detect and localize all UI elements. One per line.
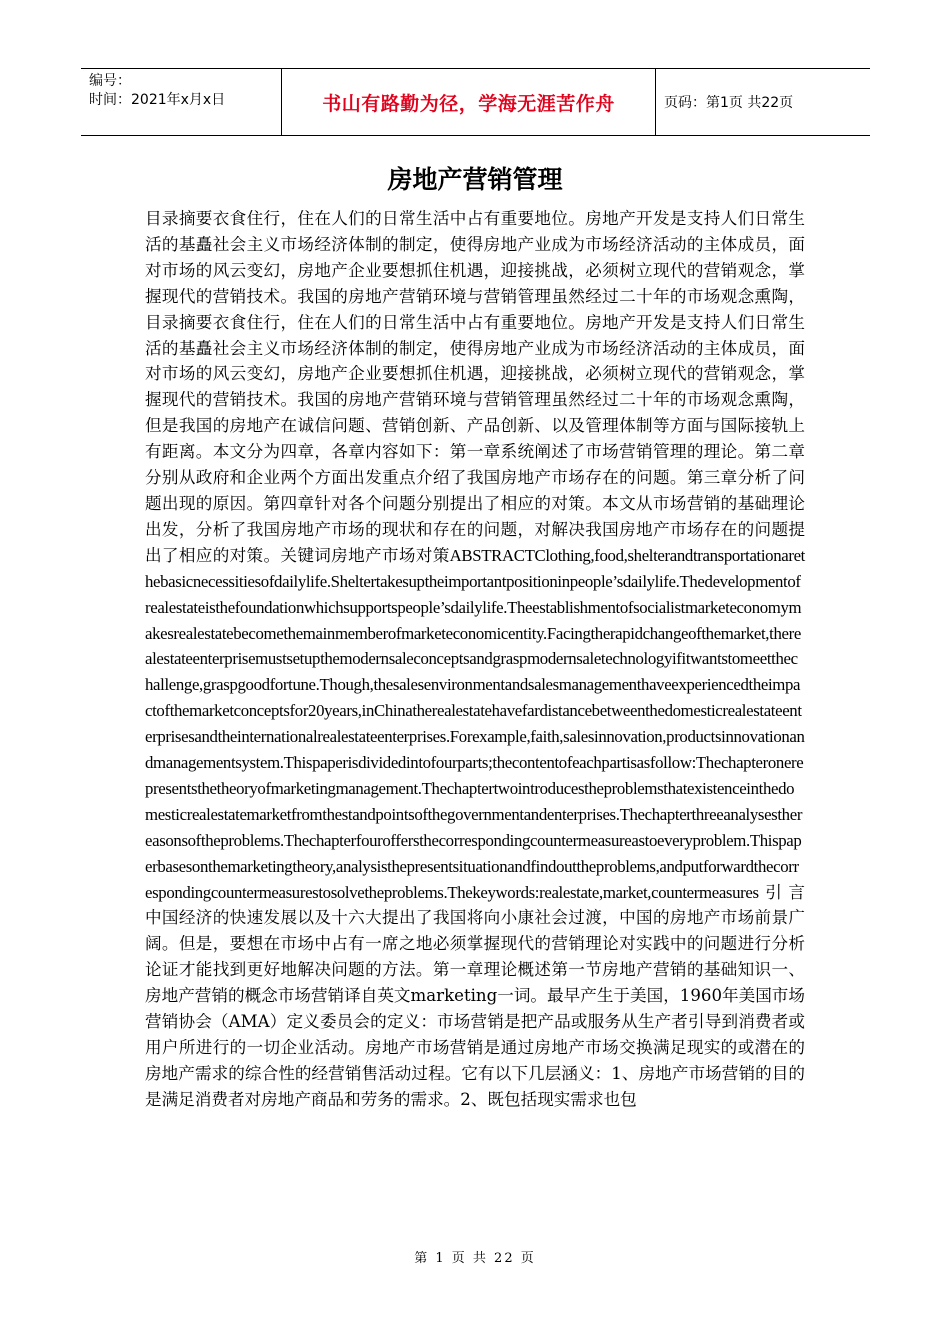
body-paragraph-chinese-abstract: 目录摘要衣食住行，住在人们的日常生活中占有重要地位。房地产开发是支持人们日常生活的基矗社会主义市场经济体制的制定，使得房地产业成为市场经济活动的主体成员，面对市场的风云变幻，房地产企业要想抓住机遇，迎接挑战，必须树立现代的营销观念，掌握现代的营销技术。我国的房地产营销环境与营销管理虽然经过二十年的市场观念熏陶，目录摘要衣食住行，住在人们的日常生活中占有重要地位。房地产开发是支持人们日常生活的基矗社会主义市场经济体制的制定，使得房地产业成为市场经济活动的主体成员，面对市场的风云变幻，房地产企业要想抓住机遇，迎接挑战，必须树立现代的营销观念，掌握现代的营销技术。我国的房地产营销环境与营销管理虽然经过二十年的市场观念熏陶，但是我国的房地产在诚信问题、营销创新、产品创新、以及管理体制等方面与国际接轨上有距离。本文分为四章，各章内容如下：第一章系统阐述了市场营销管理的理论。第二章分别从政府和企业两个方面出发重点介绍了我国房地产市场存在的问题。第三章分析了问题出现的原因。第四章针对各个问题分别提出了相应的对策。本文从市场营销的基础理论出发，分析了我国房地产市场的现状和存在的问题，对解决我国房地产市场存在的问题提出了相应的对策。关键词房地产市场对策 xyxy=(145,209,805,565)
document-body xyxy=(145,206,805,1113)
document-number-label: 编号： xyxy=(89,73,131,89)
page-footer: 第 1 页 共 22 页 xyxy=(414,1251,536,1266)
document-date: 时间：2021年x月x日 xyxy=(89,92,226,108)
header-table xyxy=(81,68,870,136)
body-paragraph-english-abstract: ABSTRACTClothing,food,shelterandtransportationarethebasicnecessitiesofdailylife.Sheltertakesuptheimportantpositioninpeople’sdailylife.Thedevelopmentofrealestateisthefoundationwhichsupportspeople’sdailylife.Theestablishmentofsocialistmarketeconomymakesrealestatebecomethemainmemberofmarketeconomicentity.Facingtherapidchangeofthemarket,therealestateenterprisemustsetupthemodernsaleconceptsandgraspmodernsaletechnologyifitwantstomeetthechallenge,graspgoodfortune.Though,thesalesenvironmentandsalesmanagementhaveexperiencedtheimpactofthemarketconceptsfor20years,inChinatherealestatehavefardistancebetweenthedomesticrealestateenterprisesandtheinternationalrealestateenterprises.Forexample,faith,salesinnovation,productsinnovationandmanagementsystem.Thispaperisdividedintofourparts;thecontentofeachpartisasfollow:Thechapteronerepresentsthetheoryofmarketingmanagement.Thechaptertwointroducestheproblemsthatexistenceinthedomesticrealestatemarketfromthestandpointsofthegovernmentandenterprises.Thechapterthreeanalysesthereasonsoftheproblems.Thechapterfouroffersthecorrespondingcountermeasureastoeveryproblem.Thispaperbasesonthemarketingtheory,analysisthepresentsituationandfindouttheproblems,andputforwardthecorrespondingcountermeasurestosolvetheproblems.Thekeywords:realestate,market,countermeasures xyxy=(145,545,805,902)
header-meta xyxy=(81,69,282,135)
document-title: 房地产营销管理 xyxy=(387,165,563,194)
header-motto: 书山有路勤为径，学海无涯苦作舟 xyxy=(282,69,656,135)
body-paragraph-introduction: 引言中国经济的快速发展以及十六大提出了我国将向小康社会过渡，中国的房地产市场前景广阔。但是，要想在市场中占有一席之地必须掌握现代的营销理论对实践中的问题进行分析论证才能找到更好地解决问题的方法。第一章理论概述第一节房地产营销的基础知识一、房地产营销的概念市场营销译自英文marketing一词。最早产生于美国，1960年美国市场营销协会（AMA）定义委员会的定义：市场营销是把产品或服务从生产者引导到消费者或用户所进行的一切企业活动。房地产市场营销是通过房地产市场交换满足现实的或潜在的房地产需求的综合性的经营销售活动过程。它有以下几层涵义：1、房地产市场营销的目的是满足消费者对房地产商品和劳务的需求。2、既包括现实需求也包 xyxy=(145,882,805,1109)
header-page-info: 页码：第1页 共22页 xyxy=(664,95,794,111)
